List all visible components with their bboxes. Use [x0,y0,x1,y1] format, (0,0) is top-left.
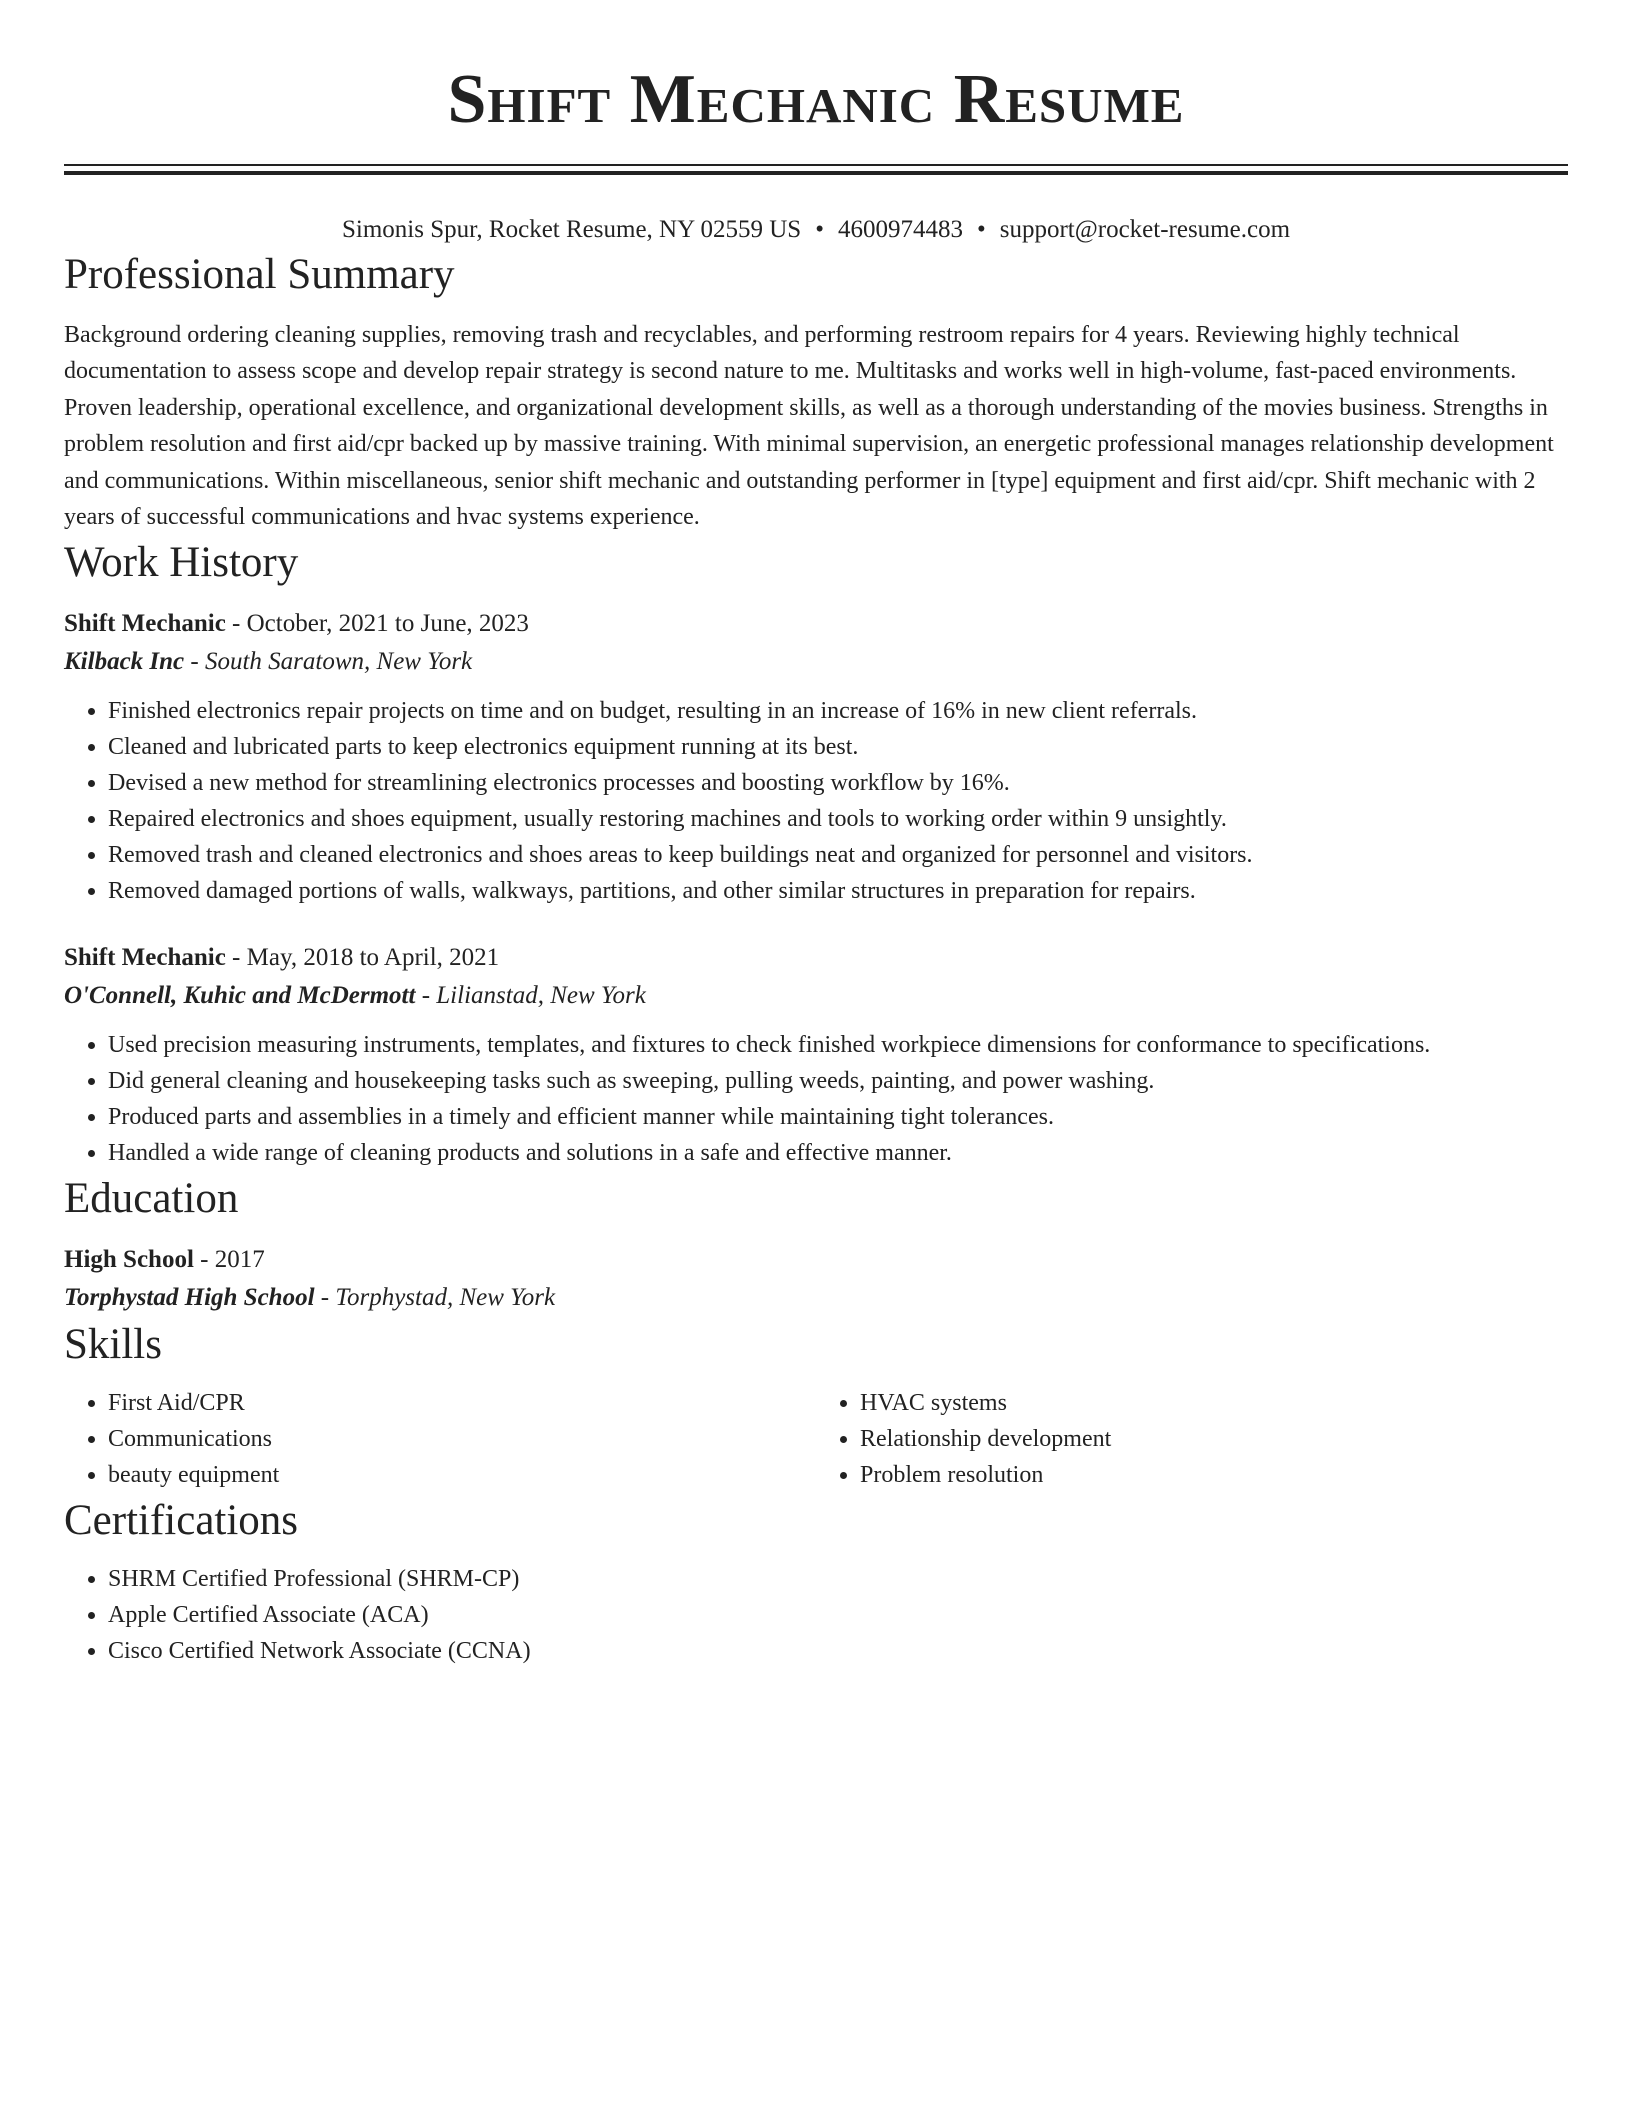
job-bullet: • Removed trash and cleaned electronics and shoes areas to keep buildings neat and organized for personnel and visitors. [108,837,1568,873]
skill-item: • Communications [108,1421,816,1457]
job-location: - South Saratown, New York [184,648,473,676]
certification-item: • SHRM Certified Professional (SHRM-CP) [108,1561,1568,1597]
job-employer [64,643,1568,681]
certification-item: • Apple Certified Associate (ACA) [108,1597,1568,1633]
job-bullet: • Produced parts and assemblies in a timely and efficient manner while maintaining tight tolerances. [108,1099,1568,1135]
resume-title: Shift Mechanic Resume [447,61,1185,138]
skill-item: • beauty equipment [108,1457,816,1493]
job-heading [64,939,1568,977]
certification-list [64,1561,1568,1669]
job-entry [64,605,1568,909]
skills-grid [64,1385,1568,1493]
job-bullet: • Devised a new method for streamlining electronics processes and boosting workflow by 16%. [108,765,1568,801]
section-title-work-history: Work History [64,539,299,587]
job-bullet: • Removed damaged portions of walls, walkways, partitions, and other similar structures in preparation for repairs. [108,873,1568,909]
skills-column-right [816,1385,1568,1493]
job-dates: - October, 2021 to June, 2023 [225,610,529,638]
job-dates: - May, 2018 to April, 2021 [225,944,500,972]
contact-address: Simonis Spur, Rocket Resume, NY 02559 US [341,216,802,243]
education-entry [64,1241,1568,1317]
skill-item: • Problem resolution [860,1457,1568,1493]
job-bullet: • Handled a wide range of cleaning products and solutions in a safe and effective manner. [108,1135,1568,1171]
job-company: Kilback Inc [64,648,185,676]
certification-item: • Cisco Certified Network Associate (CCNA) [108,1633,1568,1669]
section-title-education: Education [64,1175,239,1223]
job-bullet: • Finished electronics repair projects on time and on budget, resulting in an increase of 16% in new client referrals. [108,693,1568,729]
skill-item: • HVAC systems [860,1385,1568,1421]
section-title-summary: Professional Summary [64,251,455,298]
section-title-certifications: Certifications [64,1497,299,1545]
education-degree: High School [64,1246,194,1274]
job-bullet: • Did general cleaning and housekeeping tasks such as sweeping, pulling weeds, painting, and power washing. [108,1063,1568,1099]
summary-text: Background ordering cleaning supplies, removing trash and recyclables, and performing restroom repairs for 4 years. Reviewing highly technical documentation to assess scope and develop repair strategy is second nature to me. Multitasks and works well in high-volume, fast-paced environments. Proven leadership, operational excellence, and organizational development skills, as well as a thorough understanding of the movies business. Strengths in problem resolution and first aid/cpr backed up by massive training. With minimal supervision, an energetic professional manages relationship development and communications. Within miscellaneous, senior shift mechanic and outstanding performer in [type] equipment and first aid/cpr. Shift mechanic with 2 years of successful communications and hvac systems experience. [64,322,1554,531]
job-bullet: • Used precision measuring instruments, templates, and fixtures to check finished workpiece dimensions for conformance to specifications. [108,1027,1568,1063]
education-school: Torphystad High School [64,1284,315,1312]
job-entry [64,939,1568,1171]
job-bullets [64,693,1568,909]
contact-line [64,213,1568,247]
job-bullet: • Repaired electronics and shoes equipment, usually restoring machines and tools to working order within 9 unsightly. [108,801,1568,837]
skill-item: • First Aid/CPR [108,1385,816,1421]
skill-item: • Relationship development [860,1421,1568,1457]
education-school-line [64,1279,1568,1317]
section-title-skills: Skills [64,1321,162,1369]
education-year: - 2017 [193,1246,265,1274]
contact-separator: • [815,216,824,243]
job-role: Shift Mechanic [64,610,226,638]
title-divider [64,164,1568,175]
job-bullets [64,1027,1568,1171]
job-role: Shift Mechanic [64,944,226,972]
job-bullet: • Cleaned and lubricated parts to keep electronics equipment running at its best. [108,729,1568,765]
education-location: - Torphystad, New York [314,1284,556,1312]
contact-separator: • [976,216,986,243]
contact-email: support@rocket-resume.com [999,216,1291,243]
job-location: - Lilianstad, New York [415,982,646,1010]
contact-phone: 4600974483 [837,216,963,243]
job-heading [64,605,1568,643]
job-employer [64,977,1568,1015]
skills-column-left [64,1385,816,1493]
job-company: O'Connell, Kuhic and McDermott [64,982,416,1010]
education-heading [64,1241,1568,1279]
